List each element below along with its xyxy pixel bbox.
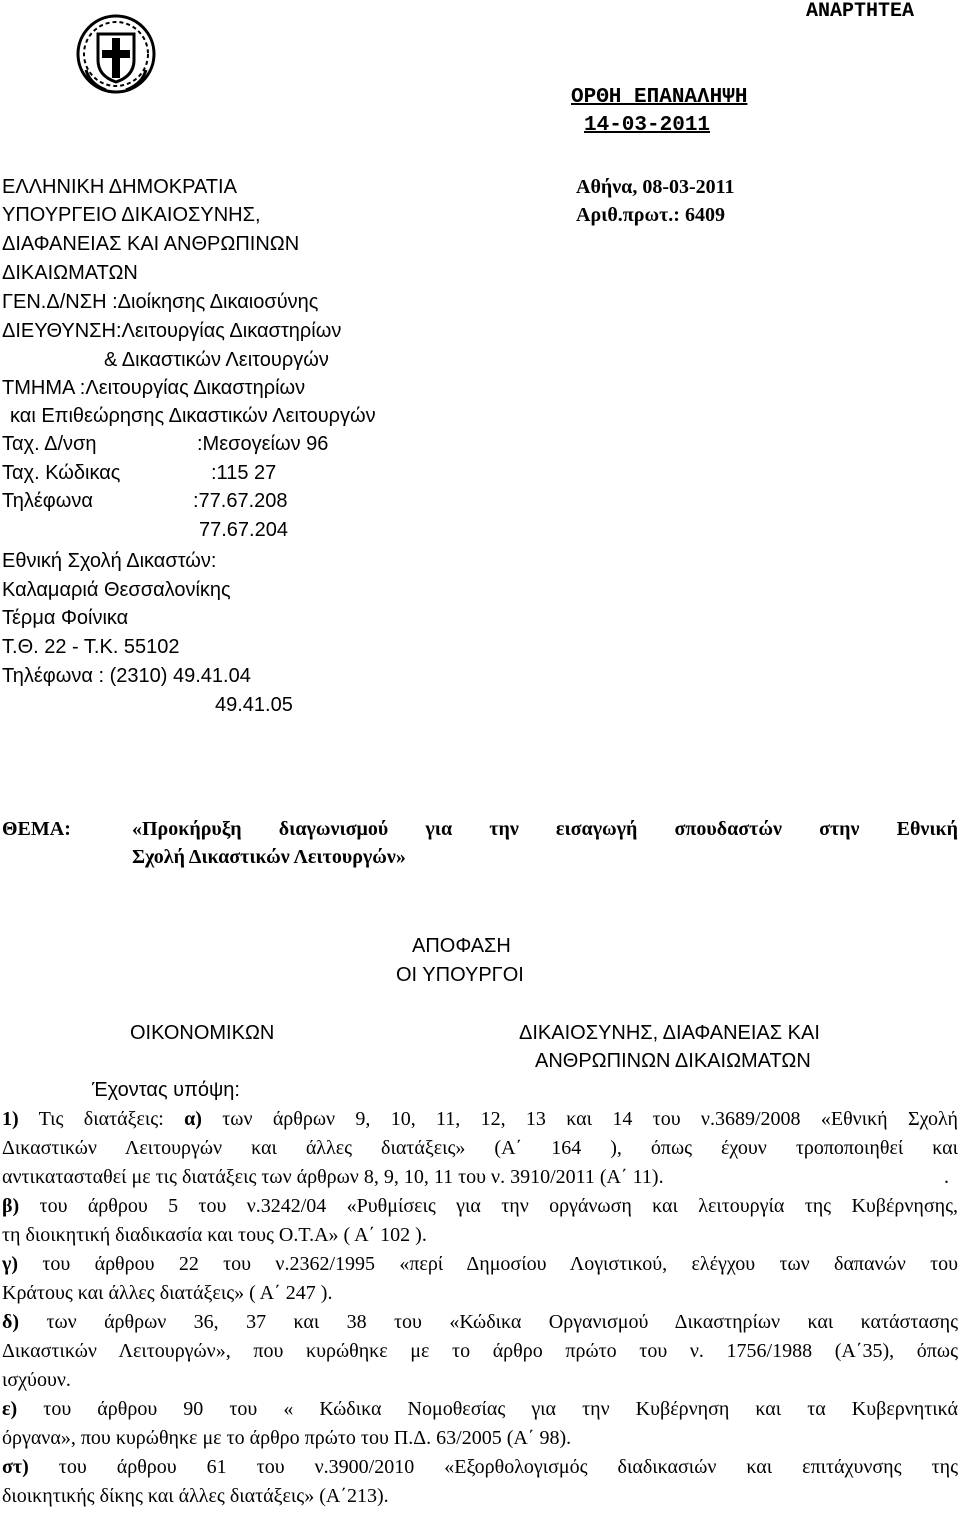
address-value: :Μεσογείων 96	[197, 433, 329, 455]
minister-finance: ΟΙΚΟΝΟΜΙΚΩΝ	[130, 1022, 275, 1044]
item-text: των άρθρων 36, 37 και 38 του «Κώδικα Οργανισμού Δικαστηρίων και κατάστασης	[46, 1311, 958, 1333]
legal-item-1-line2: Δικαστικών Λειτουργών και άλλες διατάξεις» (Α΄ 164 ), όπως έχουν τροποποιηθεί και	[2, 1137, 958, 1159]
legal-item-st-line2: διοικητικής δίκης και άλλες διατάξεις» (Α΄213).	[2, 1485, 389, 1507]
legal-item-d-line3: ισχύουν.	[2, 1369, 71, 1391]
legal-item-1-line1	[2, 1108, 958, 1131]
minister-justice-line2: ΑΝΘΡΩΠΙΝΩΝ ΔΙΚΑΙΩΜΑΤΩΝ	[535, 1050, 811, 1072]
item-subletter: στ)	[2, 1456, 29, 1478]
subject-label: ΘΕΜΑ:	[2, 818, 71, 840]
header-line: ΥΠΟΥΡΓΕΙΟ ΔΙΚΑΙΟΣΥΝΗΣ,	[2, 204, 261, 226]
header-line: ΤΜΗΜΑ :Λειτουργίας Δικαστηρίων	[2, 377, 306, 399]
legal-item-e-line2: όργανα», που κυρώθηκε με το άρθρο πρώτο του Π.Δ. 63/2005 (Α΄ 98).	[2, 1427, 572, 1449]
protocol-number: Αριθ.πρωτ.: 6409	[576, 204, 725, 226]
header-line: και Επιθεώρησης Δικαστικών Λειτουργών	[10, 405, 376, 427]
coat-of-arms-emblem	[76, 12, 156, 94]
item-text: του άρθρου 5 του ν.3242/04 «Ρυθμίσεις για την οργάνωση και λειτουργία της Κυβέρνησης,	[39, 1195, 959, 1217]
item-text: Τις διατάξεις:	[38, 1108, 164, 1130]
correction-date: 14-03-2011	[584, 114, 711, 137]
school-line: Τ.Θ. 22 - Τ.Κ. 55102	[2, 636, 180, 658]
item-subletter: β)	[2, 1195, 20, 1217]
legal-item-b-line1	[2, 1195, 958, 1218]
subject-text-line1: «Προκήρυξη διαγωνισμού για την εισαγωγή σπουδαστών στην Εθνική	[132, 818, 958, 840]
publication-stamp: ΑΝΑΡΤΗΤΕΑ	[806, 0, 915, 23]
stray-dot: .	[944, 1166, 949, 1188]
phone-value: :77.67.208	[193, 490, 288, 512]
header-line: ΕΛΛΗΝΙΚΗ ΔΗΜΟΚΡΑΤΙΑ	[2, 176, 237, 198]
address-label: Ταχ. Δ/νση	[2, 433, 97, 455]
header-line: ΓΕΝ.Δ/ΝΣΗ :Διοίκησης Δικαιοσύνης	[2, 291, 319, 313]
item-text: των άρθρων 9, 10, 11, 12, 13 και 14 του ν.3689/2008 «Εθνική Σχολή	[222, 1108, 958, 1130]
item-text: του άρθρου 90 του « Κώδικα Νομοθεσίας για την Κυβέρνηση και τα Κυβερνητικά	[43, 1398, 959, 1420]
minister-justice-line1: ΔΙΚΑΙΟΣΥΝΗΣ, ΔΙΑΦΑΝΕΙΑΣ ΚΑΙ	[519, 1022, 820, 1044]
considering-label: Έχοντας υπόψη:	[92, 1079, 240, 1101]
legal-item-d-line2: Δικαστικών Λειτουργών», που κυρώθηκε με το άρθρο πρώτο του ν. 1756/1988 (Α΄35), όπως	[2, 1340, 958, 1362]
greek-emblem-icon	[76, 12, 156, 94]
decision-ministers: ΟΙ ΥΠΟΥΡΓΟΙ	[396, 964, 524, 986]
legal-item-g-line1	[2, 1253, 958, 1276]
subject-text-line2: Σχολή Δικαστικών Λειτουργών»	[132, 846, 406, 868]
postal-code-label: Ταχ. Κώδικας	[2, 462, 121, 484]
item-number: 1)	[2, 1108, 19, 1130]
header-line: ΔΙΚΑΙΩΜΑΤΩΝ	[2, 262, 138, 284]
postal-code-value: :115 27	[211, 462, 277, 484]
phone-label: Τηλέφωνα	[2, 490, 93, 512]
legal-item-b-line2: τη διοικητική διαδικασία και τους Ο.Τ.Α» ( Α΄ 102 ).	[2, 1224, 427, 1246]
school-line: Καλαμαριά Θεσσαλονίκης	[2, 579, 231, 601]
item-subletter: δ)	[2, 1311, 20, 1333]
item-subletter: γ)	[2, 1253, 19, 1275]
phone-value-2: 77.67.204	[199, 519, 288, 541]
item-text: του άρθρου 22 του ν.2362/1995 «περί Δημοσίου Λογιστικού, ελέγχου των δαπανών του	[42, 1253, 959, 1275]
school-phone: Τηλέφωνα : (2310) 49.41.04	[2, 665, 251, 687]
header-line: & Δικαστικών Λειτουργών	[104, 349, 329, 371]
correction-label: ΟΡΘΗ ΕΠΑΝΑΛΗΨΗ	[571, 86, 748, 109]
header-line: ΔΙΕΥΘΥΝΣΗ:Λειτουργίας Δικαστηρίων	[2, 320, 342, 342]
decision-title: ΑΠΟΦΑΣΗ	[412, 935, 511, 957]
legal-item-g-line2: Κράτους και άλλες διατάξεις» ( Α΄ 247 ).	[2, 1282, 333, 1304]
header-line: ΔΙΑΦΑΝΕΙΑΣ ΚΑΙ ΑΝΘΡΩΠΙΝΩΝ	[2, 233, 300, 255]
item-subletter: ε)	[2, 1398, 18, 1420]
school-line: Τέρμα Φοίνικα	[2, 607, 129, 629]
school-phone-2: 49.41.05	[215, 694, 293, 716]
document-date: Αθήνα, 08-03-2011	[576, 176, 735, 198]
legal-item-e-line1	[2, 1398, 958, 1421]
legal-item-st-line1	[2, 1456, 958, 1479]
legal-item-1-line3: αντικατασταθεί με τις διατάξεις των άρθρων 8, 9, 10, 11 του ν. 3910/2011 (Α΄ 11).	[2, 1166, 664, 1188]
item-subletter: α)	[184, 1108, 202, 1130]
item-text: του άρθρου 61 του ν.3900/2010 «Εξορθολογισμός διαδικασιών και επιτάχυνσης της	[58, 1456, 958, 1478]
legal-item-d-line1	[2, 1311, 958, 1334]
school-line: Εθνική Σχολή Δικαστών:	[2, 550, 217, 572]
